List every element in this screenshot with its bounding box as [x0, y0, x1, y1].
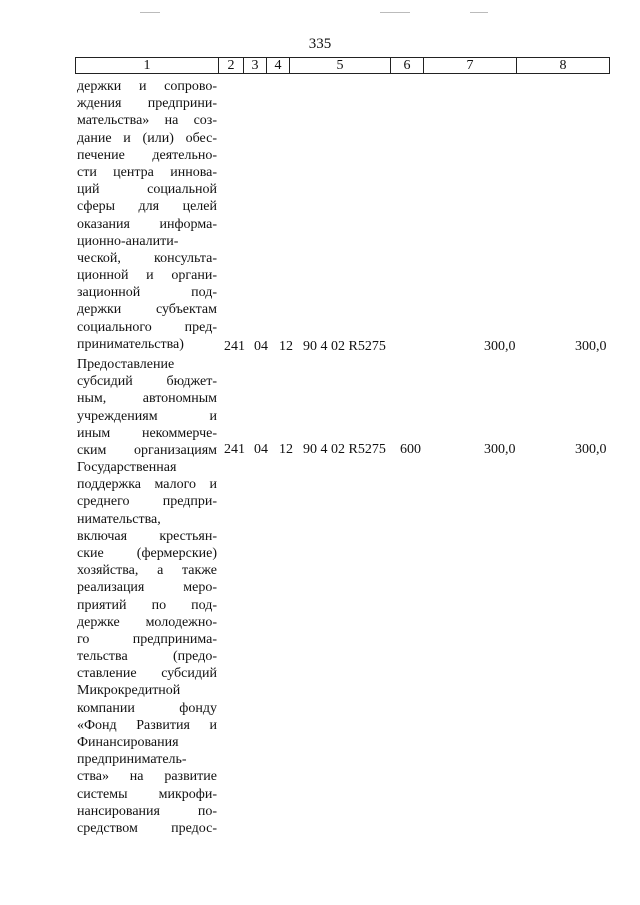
text-line: держки и сопрово- [77, 79, 217, 94]
text-line: зационной под- [77, 285, 217, 301]
table-header-row [75, 57, 610, 74]
text-line: среднего предпри- [77, 494, 217, 510]
text-line: ским организациям [77, 442, 217, 458]
text-line: субсидий бюджет- [77, 374, 217, 390]
header-col-1: 1 [76, 58, 219, 73]
text-line: реализация меро- [77, 580, 217, 596]
row2-col6: 600 [400, 442, 421, 457]
row1-col8: 300,0 [575, 339, 607, 354]
text-line: включая крестьян- [77, 528, 217, 544]
text-line: ционно-аналити- [77, 233, 179, 249]
text-line: нимательства, [77, 511, 161, 527]
row2-col3: 04 [254, 442, 268, 457]
header-col-6: 6 [391, 58, 424, 73]
header-col-5: 5 [290, 58, 391, 73]
row1-col3: 04 [254, 339, 268, 354]
text-line: предприниматель- [77, 752, 187, 768]
block1-text [77, 78, 217, 353]
text-line: иным некоммерче- [77, 425, 217, 441]
text-line: держки субъектам [77, 302, 217, 318]
text-line: приятий по под- [77, 597, 217, 613]
row2-col7: 300,0 [484, 442, 516, 457]
text-line: Микрокредитной [77, 683, 181, 699]
text-line: ций социальной [77, 182, 217, 198]
text-line: средством предос- [77, 820, 217, 836]
text-line: держке молодежно- [77, 614, 217, 630]
row2-col8: 300,0 [575, 442, 607, 457]
block3-text [77, 459, 217, 837]
row1-col7: 300,0 [484, 339, 516, 354]
text-line: социального пред- [77, 319, 217, 335]
row1-col2: 241 [224, 339, 245, 354]
text-line: дание и (или) обес- [77, 130, 217, 146]
scan-mark [140, 12, 160, 13]
block2-text [77, 356, 217, 459]
row2-col5: 90 4 02 R5275 [303, 442, 386, 457]
header-col-4: 4 [267, 58, 290, 73]
text-line: ждения предприни- [77, 96, 217, 112]
text-line: «Фонд Развития и [77, 717, 217, 733]
scan-mark [470, 12, 488, 13]
text-line: принимательства) [77, 336, 184, 352]
text-line: ские (фермерские) [77, 545, 217, 561]
text-line: хозяйства, а также [77, 563, 217, 579]
text-line: оказания информа- [77, 216, 217, 232]
text-line: ства» на развитие [77, 769, 217, 785]
text-line: Государственная [77, 460, 177, 475]
header-col-7: 7 [424, 58, 517, 73]
text-line: мательства» на соз- [77, 113, 217, 129]
row2-col2: 241 [224, 442, 245, 457]
text-line: ческой, консульта- [77, 250, 217, 266]
row1-col5: 90 4 02 R5275 [303, 339, 386, 354]
text-line: Предоставление [77, 357, 175, 372]
header-col-8: 8 [559, 58, 567, 73]
text-line: компании фонду [77, 700, 217, 716]
row1-col4: 12 [279, 339, 293, 354]
text-line: печение деятельно- [77, 147, 217, 163]
text-line: сти центра иннова- [77, 164, 217, 180]
text-line: тельства (предо- [77, 649, 217, 665]
text-line: системы микрофи- [77, 786, 217, 802]
text-line: поддержка малого и [77, 477, 217, 493]
header-col-3: 3 [244, 58, 267, 73]
page-number: 335 [308, 36, 332, 52]
scan-mark [380, 12, 410, 13]
header-col-2: 2 [219, 58, 244, 73]
text-line: сферы для целей [77, 199, 217, 215]
row2-col4: 12 [279, 442, 293, 457]
text-line: ставление субсидий [77, 666, 217, 682]
text-line: нансирования по- [77, 803, 217, 819]
text-line: Финансирования [77, 735, 179, 750]
text-line: учреждениям и [77, 408, 217, 424]
text-line: ционной и органи- [77, 268, 217, 284]
text-line: ным, автономным [77, 391, 217, 407]
text-line: го предпринима- [77, 631, 217, 647]
